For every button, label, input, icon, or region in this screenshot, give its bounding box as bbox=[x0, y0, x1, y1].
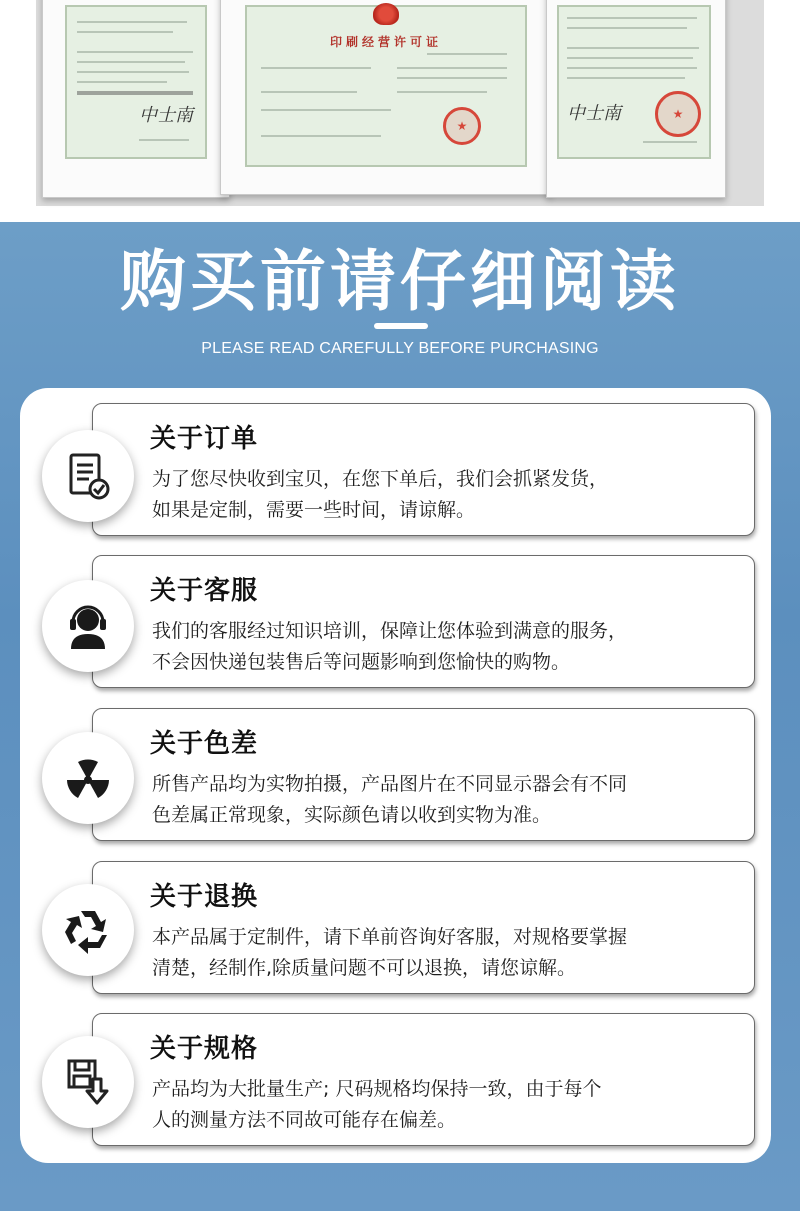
recycle-icon bbox=[63, 905, 113, 955]
notice-title: 关于客服 bbox=[150, 576, 259, 606]
certificate-paper-right bbox=[557, 5, 711, 159]
official-seal-icon bbox=[443, 107, 481, 145]
certificate-paper-center bbox=[245, 5, 527, 167]
certificate-frame-left bbox=[42, 0, 230, 198]
notice-line: 我们的客服经过知识培训，保障让您体验到满意的服务， bbox=[152, 620, 628, 642]
notice-line: 不会因快递包装售后等问题影响到您愉快的购物。 bbox=[152, 651, 571, 673]
official-seal-right-icon bbox=[655, 91, 701, 137]
notice-line: 色差属正常现象，实际颜色请以收到实物为准。 bbox=[152, 804, 552, 826]
page-title: 购买前请仔细阅读 bbox=[120, 243, 680, 320]
notice-line: 为了您尽快收到宝贝，在您下单后，我们会抓紧发货， bbox=[152, 468, 609, 490]
notice-body bbox=[152, 922, 744, 984]
certificate-title: 印刷经营许可证 bbox=[329, 35, 442, 49]
order-document-icon bbox=[63, 451, 113, 501]
signature-right: 中士南 bbox=[567, 103, 621, 124]
notice-body bbox=[152, 464, 744, 526]
notice-item-color bbox=[92, 708, 755, 841]
order-icon-badge bbox=[42, 430, 134, 522]
download-document-icon bbox=[63, 1057, 113, 1107]
signature-left: 中士南 bbox=[139, 105, 193, 126]
return-icon-badge bbox=[42, 884, 134, 976]
notice-title: 关于订单 bbox=[150, 424, 259, 454]
notice-body bbox=[152, 1074, 744, 1136]
certificate-paper-left bbox=[65, 5, 207, 159]
notice-item-spec bbox=[92, 1013, 755, 1146]
notice-line: 清楚，经制作,除质量问题不可以退换，请您谅解。 bbox=[152, 957, 577, 979]
notice-title: 关于规格 bbox=[150, 1034, 259, 1064]
title-divider bbox=[374, 323, 428, 329]
notice-panel bbox=[0, 222, 800, 1211]
notice-card bbox=[20, 388, 771, 1163]
color-wheel-icon bbox=[63, 753, 113, 803]
notice-body bbox=[152, 769, 744, 831]
certificate-frame-right bbox=[546, 0, 726, 198]
notice-title: 关于退换 bbox=[150, 882, 259, 912]
notice-line: 本产品属于定制件，请下单前咨询好客服，对规格要掌握 bbox=[152, 926, 628, 948]
certificate-frame-center bbox=[220, 0, 552, 195]
notice-item-order bbox=[92, 403, 755, 536]
notice-item-return bbox=[92, 861, 755, 994]
certificate-photo-strip bbox=[0, 0, 800, 222]
notice-line: 所售产品均为实物拍摄，产品图片在不同显示器会有不同 bbox=[152, 773, 628, 795]
notice-body bbox=[152, 616, 744, 678]
notice-title: 关于色差 bbox=[150, 729, 259, 759]
page-subtitle: PLEASE READ CAREFULLY BEFORE PURCHASING bbox=[201, 340, 599, 357]
customer-service-headset-icon bbox=[63, 601, 113, 651]
color-icon-badge bbox=[42, 732, 134, 824]
notice-item-service bbox=[92, 555, 755, 688]
notice-line: 人的测量方法不同故可能存在偏差。 bbox=[152, 1109, 457, 1131]
notice-line: 产品均为大批量生产; 尺码规格均保持一致，由于每个 bbox=[152, 1078, 602, 1100]
national-emblem-icon bbox=[373, 3, 399, 25]
notice-line: 如果是定制，需要一些时间，请谅解。 bbox=[152, 499, 476, 521]
service-icon-badge bbox=[42, 580, 134, 672]
spec-icon-badge bbox=[42, 1036, 134, 1128]
